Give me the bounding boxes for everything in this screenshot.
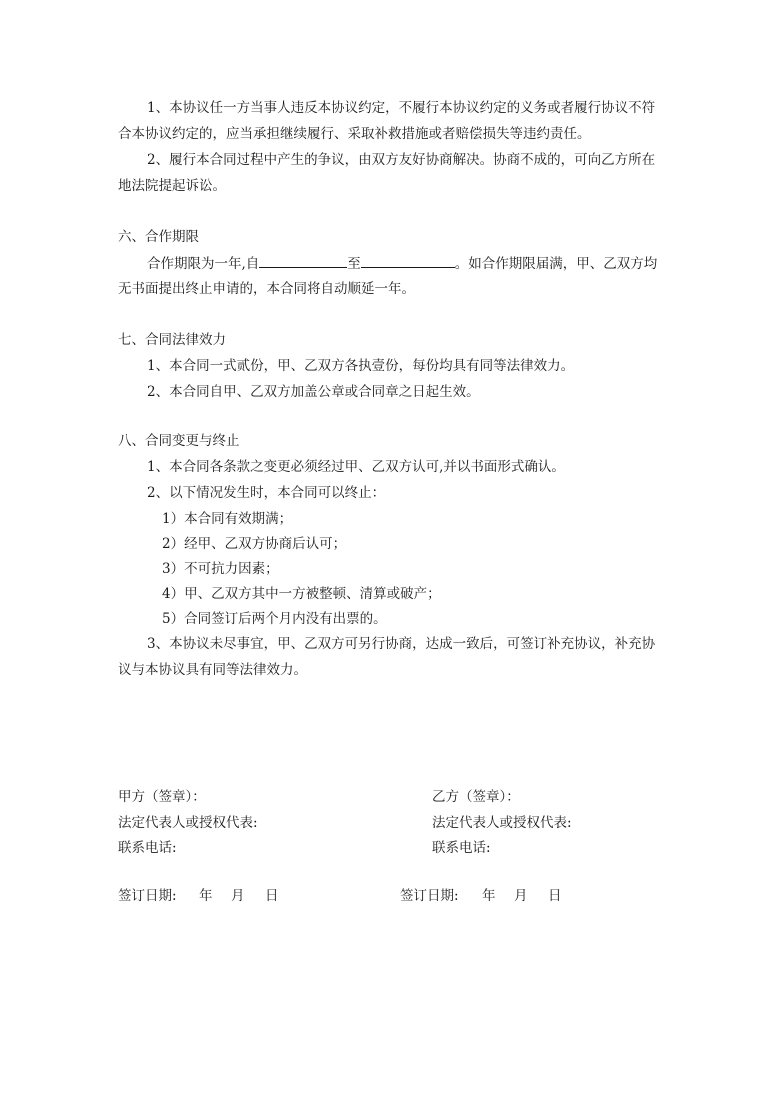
party-b-date-label: 签订日期: xyxy=(400,888,459,904)
party-a-seal: 甲方（签章）： xyxy=(118,789,206,805)
s6-term-line2: 无书面提出终止申请的，本合同将自动顺延一年。 xyxy=(118,281,415,297)
party-b-seal: 乙方（签章）： xyxy=(432,789,520,805)
party-b-date-day: 日 xyxy=(548,888,562,904)
s8-item1: 1、本合同各条款之变更必须经过甲、乙双方认可,并以书面形式确认。 xyxy=(147,459,565,475)
s6-term-text-a: 合作期限为一年,自 xyxy=(147,256,260,272)
party-a-date-label: 签订日期: xyxy=(118,888,177,904)
s5-item1-line2: 合本协议约定的，应当承担继续履行、采取补救措施或者赔偿损失等违约责任。 xyxy=(118,126,591,142)
s5-item1-line1: 1、本协议任一方当事人违反本协议约定，不履行本协议约定的义务或者履行协议不符 xyxy=(147,100,656,116)
s8-sub-item-1: 1）本合同有效期满； xyxy=(162,511,293,527)
section6-heading: 六、合作期限 xyxy=(118,229,199,245)
s5-item2-line1: 2、履行本合同过程中产生的争议，由双方友好协商解决。协商不成的，可向乙方所在 xyxy=(147,152,656,168)
s5-item2-line2: 地法院提起诉讼。 xyxy=(118,178,226,194)
s8-sub-item-5: 5）合同签订后两个月内没有出票的。 xyxy=(162,611,387,627)
party-b-rep: 法定代表人或授权代表: xyxy=(432,815,572,831)
s8-item2: 2、以下情况发生时，本合同可以终止： xyxy=(147,485,386,501)
party-b-date-month: 月 xyxy=(514,888,528,904)
s8-sub-item-3: 3）不可抗力因素； xyxy=(162,561,279,577)
start-date-blank xyxy=(259,253,347,268)
s8-item3-line2: 议与本协议具有同等法律效力。 xyxy=(118,662,307,678)
section8-heading: 八、合同变更与终止 xyxy=(118,433,240,449)
s7-item2: 2、本合同自甲、乙双方加盖公章或合同章之日起生效。 xyxy=(147,384,480,400)
s8-item3-line1: 3、本协议未尽事宜，甲、乙双方可另行协商，达成一致后，可签订补充协议，补充协 xyxy=(147,636,656,652)
s6-term-text-c: 。如合作期限届满，甲、乙双方均 xyxy=(454,256,658,272)
s8-sub-item-2: 2）经甲、乙双方协商后认可； xyxy=(162,536,347,552)
party-a-date-day: 日 xyxy=(265,888,279,904)
party-a-phone: 联系电话: xyxy=(118,840,177,856)
party-a-date-month: 月 xyxy=(231,888,245,904)
s7-item1: 1、本合同一式贰份，甲、乙双方各执壹份，每份均具有同等法律效力。 xyxy=(147,358,575,374)
party-b-date-year: 年 xyxy=(482,888,496,904)
party-b-phone: 联系电话: xyxy=(432,840,491,856)
party-a-rep: 法定代表人或授权代表: xyxy=(118,815,258,831)
s6-term-text-b: 至 xyxy=(347,256,361,272)
s6-term-line1 xyxy=(147,253,657,274)
party-a-date-year: 年 xyxy=(199,888,213,904)
end-date-blank xyxy=(361,253,455,268)
section7-heading: 七、合同法律效力 xyxy=(118,332,226,348)
s8-sub-item-4: 4）甲、乙双方其中一方被整顿、清算或破产； xyxy=(162,586,441,602)
